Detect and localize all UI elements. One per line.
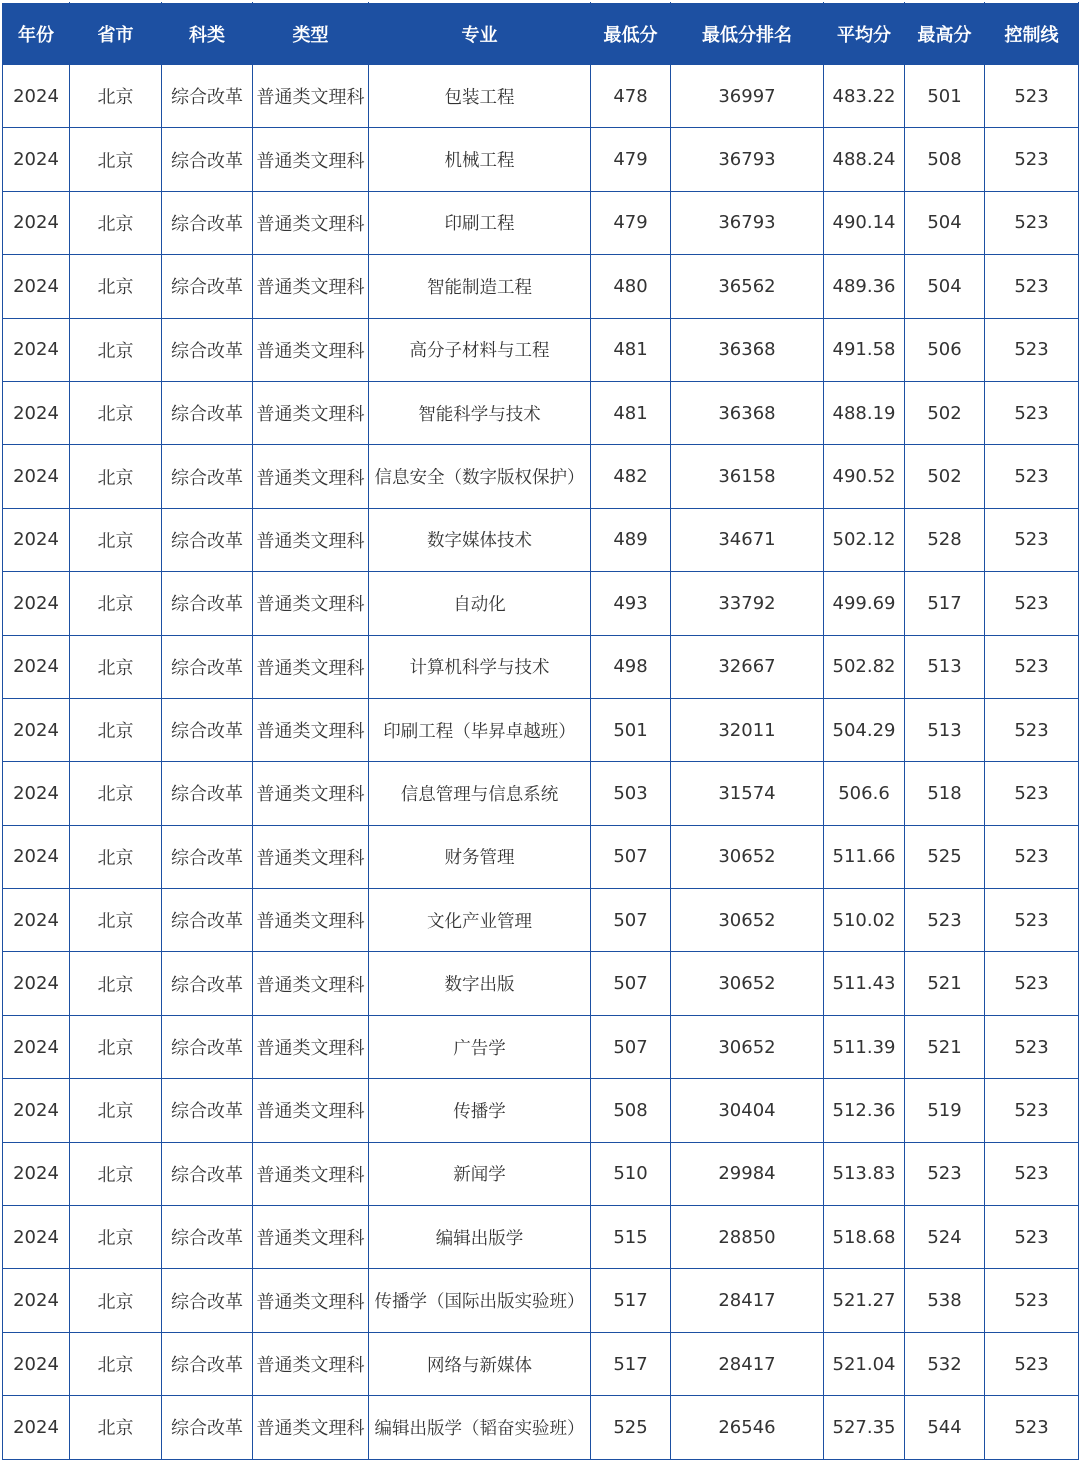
cell-year: 2024 [3, 635, 70, 698]
cell-major: 计算机科学与技术 [369, 635, 591, 698]
cell-year: 2024 [3, 952, 70, 1015]
cell-province: 北京 [70, 318, 162, 381]
cell-avg-score: 518.68 [824, 1206, 905, 1269]
cell-max-score: 513 [905, 698, 985, 761]
cell-subject: 综合改革 [162, 1015, 253, 1078]
cell-major: 新闻学 [369, 1142, 591, 1205]
cell-type: 普通类文理科 [253, 65, 369, 128]
cell-major: 编辑出版学（韬奋实验班） [369, 1396, 591, 1459]
cell-min-score: 478 [591, 65, 671, 128]
header-avg-score: 平均分 [824, 3, 905, 65]
cell-province: 北京 [70, 698, 162, 761]
cell-avg-score: 488.24 [824, 128, 905, 191]
cell-province: 北京 [70, 445, 162, 508]
cell-avg-score: 490.14 [824, 191, 905, 254]
cell-avg-score: 504.29 [824, 698, 905, 761]
cell-subject: 综合改革 [162, 1206, 253, 1269]
cell-province: 北京 [70, 1142, 162, 1205]
cell-min-rank: 33792 [671, 572, 824, 635]
cell-type: 普通类文理科 [253, 889, 369, 952]
table-row [3, 1332, 1079, 1395]
cell-min-score: 479 [591, 191, 671, 254]
cell-province: 北京 [70, 1332, 162, 1395]
cell-year: 2024 [3, 889, 70, 952]
cell-avg-score: 491.58 [824, 318, 905, 381]
cell-subject: 综合改革 [162, 445, 253, 508]
cell-max-score: 528 [905, 508, 985, 571]
cell-province: 北京 [70, 508, 162, 571]
cell-year: 2024 [3, 1015, 70, 1078]
cell-min-score: 481 [591, 318, 671, 381]
cell-min-score: 507 [591, 825, 671, 888]
cell-min-rank: 30404 [671, 1079, 824, 1142]
cell-year: 2024 [3, 698, 70, 761]
admission-scores-table-wrap [2, 2, 1078, 1460]
cell-major: 智能制造工程 [369, 255, 591, 318]
table-header [3, 3, 1079, 65]
cell-province: 北京 [70, 128, 162, 191]
cell-control-line: 523 [985, 508, 1079, 571]
cell-max-score: 504 [905, 255, 985, 318]
cell-control-line: 523 [985, 65, 1079, 128]
cell-type: 普通类文理科 [253, 1206, 369, 1269]
cell-max-score: 502 [905, 445, 985, 508]
cell-control-line: 523 [985, 381, 1079, 444]
cell-type: 普通类文理科 [253, 1396, 369, 1459]
cell-major: 文化产业管理 [369, 889, 591, 952]
cell-major: 印刷工程（毕昇卓越班） [369, 698, 591, 761]
cell-control-line: 523 [985, 445, 1079, 508]
cell-min-rank: 36562 [671, 255, 824, 318]
cell-min-rank: 30652 [671, 952, 824, 1015]
cell-max-score: 518 [905, 762, 985, 825]
cell-year: 2024 [3, 1332, 70, 1395]
cell-major: 机械工程 [369, 128, 591, 191]
cell-avg-score: 502.82 [824, 635, 905, 698]
table-row [3, 255, 1079, 318]
table-row [3, 825, 1079, 888]
cell-avg-score: 512.36 [824, 1079, 905, 1142]
cell-subject: 综合改革 [162, 318, 253, 381]
cell-type: 普通类文理科 [253, 1269, 369, 1332]
header-subject: 科类 [162, 3, 253, 65]
cell-control-line: 523 [985, 698, 1079, 761]
cell-type: 普通类文理科 [253, 1015, 369, 1078]
cell-min-rank: 31574 [671, 762, 824, 825]
cell-major: 信息安全（数字版权保护） [369, 445, 591, 508]
cell-type: 普通类文理科 [253, 825, 369, 888]
cell-min-rank: 29984 [671, 1142, 824, 1205]
cell-max-score: 517 [905, 572, 985, 635]
cell-year: 2024 [3, 255, 70, 318]
cell-year: 2024 [3, 508, 70, 571]
cell-province: 北京 [70, 1015, 162, 1078]
table-row [3, 889, 1079, 952]
cell-avg-score: 510.02 [824, 889, 905, 952]
cell-province: 北京 [70, 952, 162, 1015]
cell-max-score: 521 [905, 1015, 985, 1078]
cell-min-score: 503 [591, 762, 671, 825]
cell-year: 2024 [3, 65, 70, 128]
cell-subject: 综合改革 [162, 1142, 253, 1205]
cell-major: 传播学（国际出版实验班） [369, 1269, 591, 1332]
header-max-score: 最高分 [905, 3, 985, 65]
table-row [3, 762, 1079, 825]
cell-max-score: 506 [905, 318, 985, 381]
cell-province: 北京 [70, 635, 162, 698]
cell-year: 2024 [3, 1269, 70, 1332]
cell-year: 2024 [3, 1206, 70, 1269]
cell-major: 印刷工程 [369, 191, 591, 254]
table-row [3, 508, 1079, 571]
cell-max-score: 524 [905, 1206, 985, 1269]
cell-min-score: 481 [591, 381, 671, 444]
cell-province: 北京 [70, 825, 162, 888]
cell-control-line: 523 [985, 318, 1079, 381]
header-type: 类型 [253, 3, 369, 65]
cell-min-score: 510 [591, 1142, 671, 1205]
cell-subject: 综合改革 [162, 889, 253, 952]
cell-min-rank: 34671 [671, 508, 824, 571]
cell-subject: 综合改革 [162, 825, 253, 888]
cell-min-rank: 32011 [671, 698, 824, 761]
cell-control-line: 523 [985, 1269, 1079, 1332]
cell-min-score: 480 [591, 255, 671, 318]
cell-control-line: 523 [985, 191, 1079, 254]
cell-control-line: 523 [985, 1015, 1079, 1078]
header-row [3, 3, 1079, 65]
cell-min-rank: 30652 [671, 889, 824, 952]
cell-major: 广告学 [369, 1015, 591, 1078]
cell-major: 高分子材料与工程 [369, 318, 591, 381]
header-province: 省市 [70, 3, 162, 65]
cell-min-score: 517 [591, 1332, 671, 1395]
header-year: 年份 [3, 3, 70, 65]
cell-min-score: 498 [591, 635, 671, 698]
table-row [3, 128, 1079, 191]
cell-type: 普通类文理科 [253, 1079, 369, 1142]
cell-min-rank: 36793 [671, 128, 824, 191]
cell-min-score: 493 [591, 572, 671, 635]
cell-control-line: 523 [985, 128, 1079, 191]
cell-max-score: 525 [905, 825, 985, 888]
table-row [3, 65, 1079, 128]
cell-min-score: 507 [591, 952, 671, 1015]
cell-type: 普通类文理科 [253, 1332, 369, 1395]
cell-major: 自动化 [369, 572, 591, 635]
cell-control-line: 523 [985, 1396, 1079, 1459]
cell-major: 数字媒体技术 [369, 508, 591, 571]
cell-max-score: 544 [905, 1396, 985, 1459]
cell-min-score: 507 [591, 1015, 671, 1078]
cell-type: 普通类文理科 [253, 381, 369, 444]
cell-year: 2024 [3, 572, 70, 635]
cell-control-line: 523 [985, 255, 1079, 318]
cell-min-rank: 30652 [671, 1015, 824, 1078]
cell-subject: 综合改革 [162, 381, 253, 444]
cell-min-rank: 36793 [671, 191, 824, 254]
cell-control-line: 523 [985, 889, 1079, 952]
cell-min-score: 489 [591, 508, 671, 571]
cell-type: 普通类文理科 [253, 508, 369, 571]
cell-min-score: 482 [591, 445, 671, 508]
cell-min-score: 517 [591, 1269, 671, 1332]
cell-year: 2024 [3, 825, 70, 888]
cell-avg-score: 488.19 [824, 381, 905, 444]
cell-subject: 综合改革 [162, 572, 253, 635]
cell-max-score: 523 [905, 889, 985, 952]
cell-type: 普通类文理科 [253, 255, 369, 318]
cell-subject: 综合改革 [162, 191, 253, 254]
cell-type: 普通类文理科 [253, 191, 369, 254]
cell-year: 2024 [3, 1396, 70, 1459]
table-body [3, 65, 1079, 1460]
cell-max-score: 532 [905, 1332, 985, 1395]
cell-min-rank: 28850 [671, 1206, 824, 1269]
cell-major: 网络与新媒体 [369, 1332, 591, 1395]
cell-max-score: 519 [905, 1079, 985, 1142]
cell-year: 2024 [3, 128, 70, 191]
cell-min-rank: 28417 [671, 1332, 824, 1395]
cell-type: 普通类文理科 [253, 445, 369, 508]
cell-max-score: 521 [905, 952, 985, 1015]
cell-max-score: 508 [905, 128, 985, 191]
cell-max-score: 538 [905, 1269, 985, 1332]
cell-subject: 综合改革 [162, 128, 253, 191]
header-min-score: 最低分 [591, 3, 671, 65]
cell-min-rank: 32667 [671, 635, 824, 698]
cell-min-rank: 36368 [671, 318, 824, 381]
table-row [3, 1206, 1079, 1269]
cell-province: 北京 [70, 1269, 162, 1332]
cell-type: 普通类文理科 [253, 698, 369, 761]
cell-type: 普通类文理科 [253, 318, 369, 381]
cell-max-score: 502 [905, 381, 985, 444]
table-row [3, 952, 1079, 1015]
cell-avg-score: 513.83 [824, 1142, 905, 1205]
admission-scores-table [2, 2, 1079, 1460]
cell-control-line: 523 [985, 825, 1079, 888]
table-row [3, 635, 1079, 698]
table-row [3, 1269, 1079, 1332]
header-major: 专业 [369, 3, 591, 65]
cell-type: 普通类文理科 [253, 572, 369, 635]
table-row [3, 698, 1079, 761]
cell-subject: 综合改革 [162, 1079, 253, 1142]
cell-major: 财务管理 [369, 825, 591, 888]
cell-subject: 综合改革 [162, 65, 253, 128]
cell-year: 2024 [3, 445, 70, 508]
cell-avg-score: 527.35 [824, 1396, 905, 1459]
cell-type: 普通类文理科 [253, 635, 369, 698]
cell-type: 普通类文理科 [253, 952, 369, 1015]
cell-province: 北京 [70, 762, 162, 825]
cell-major: 信息管理与信息系统 [369, 762, 591, 825]
cell-avg-score: 506.6 [824, 762, 905, 825]
cell-subject: 综合改革 [162, 635, 253, 698]
cell-min-score: 479 [591, 128, 671, 191]
cell-max-score: 501 [905, 65, 985, 128]
cell-min-rank: 36158 [671, 445, 824, 508]
header-min-rank: 最低分排名 [671, 3, 824, 65]
cell-avg-score: 483.22 [824, 65, 905, 128]
table-row [3, 1396, 1079, 1459]
table-row [3, 318, 1079, 381]
cell-subject: 综合改革 [162, 508, 253, 571]
cell-major: 编辑出版学 [369, 1206, 591, 1269]
cell-subject: 综合改革 [162, 762, 253, 825]
cell-year: 2024 [3, 318, 70, 381]
cell-major: 传播学 [369, 1079, 591, 1142]
cell-avg-score: 511.39 [824, 1015, 905, 1078]
cell-type: 普通类文理科 [253, 1142, 369, 1205]
cell-avg-score: 499.69 [824, 572, 905, 635]
cell-control-line: 523 [985, 762, 1079, 825]
cell-province: 北京 [70, 572, 162, 635]
cell-year: 2024 [3, 1079, 70, 1142]
cell-major: 数字出版 [369, 952, 591, 1015]
cell-province: 北京 [70, 889, 162, 952]
cell-type: 普通类文理科 [253, 128, 369, 191]
cell-max-score: 513 [905, 635, 985, 698]
cell-province: 北京 [70, 1206, 162, 1269]
table-row [3, 191, 1079, 254]
cell-avg-score: 511.43 [824, 952, 905, 1015]
table-row [3, 381, 1079, 444]
cell-subject: 综合改革 [162, 1332, 253, 1395]
cell-province: 北京 [70, 381, 162, 444]
cell-subject: 综合改革 [162, 1269, 253, 1332]
cell-min-score: 508 [591, 1079, 671, 1142]
cell-avg-score: 502.12 [824, 508, 905, 571]
cell-type: 普通类文理科 [253, 762, 369, 825]
cell-max-score: 523 [905, 1142, 985, 1205]
cell-control-line: 523 [985, 1206, 1079, 1269]
cell-max-score: 504 [905, 191, 985, 254]
cell-control-line: 523 [985, 1332, 1079, 1395]
cell-min-rank: 30652 [671, 825, 824, 888]
cell-province: 北京 [70, 1079, 162, 1142]
cell-year: 2024 [3, 381, 70, 444]
header-control-line: 控制线 [985, 3, 1079, 65]
cell-year: 2024 [3, 1142, 70, 1205]
cell-province: 北京 [70, 255, 162, 318]
cell-subject: 综合改革 [162, 255, 253, 318]
cell-avg-score: 511.66 [824, 825, 905, 888]
cell-province: 北京 [70, 1396, 162, 1459]
cell-min-score: 507 [591, 889, 671, 952]
cell-min-rank: 36997 [671, 65, 824, 128]
cell-min-rank: 36368 [671, 381, 824, 444]
cell-min-score: 525 [591, 1396, 671, 1459]
cell-subject: 综合改革 [162, 952, 253, 1015]
cell-min-score: 501 [591, 698, 671, 761]
table-row [3, 1015, 1079, 1078]
cell-avg-score: 521.27 [824, 1269, 905, 1332]
cell-major: 包装工程 [369, 65, 591, 128]
cell-major: 智能科学与技术 [369, 381, 591, 444]
cell-avg-score: 521.04 [824, 1332, 905, 1395]
cell-subject: 综合改革 [162, 1396, 253, 1459]
cell-subject: 综合改革 [162, 698, 253, 761]
cell-year: 2024 [3, 762, 70, 825]
table-row [3, 1142, 1079, 1205]
cell-min-rank: 28417 [671, 1269, 824, 1332]
cell-control-line: 523 [985, 1142, 1079, 1205]
cell-avg-score: 489.36 [824, 255, 905, 318]
cell-control-line: 523 [985, 952, 1079, 1015]
table-row [3, 445, 1079, 508]
cell-control-line: 523 [985, 635, 1079, 698]
cell-control-line: 523 [985, 1079, 1079, 1142]
cell-min-rank: 26546 [671, 1396, 824, 1459]
cell-min-score: 515 [591, 1206, 671, 1269]
cell-avg-score: 490.52 [824, 445, 905, 508]
cell-province: 北京 [70, 65, 162, 128]
cell-control-line: 523 [985, 572, 1079, 635]
cell-year: 2024 [3, 191, 70, 254]
table-row [3, 572, 1079, 635]
cell-province: 北京 [70, 191, 162, 254]
table-row [3, 1079, 1079, 1142]
